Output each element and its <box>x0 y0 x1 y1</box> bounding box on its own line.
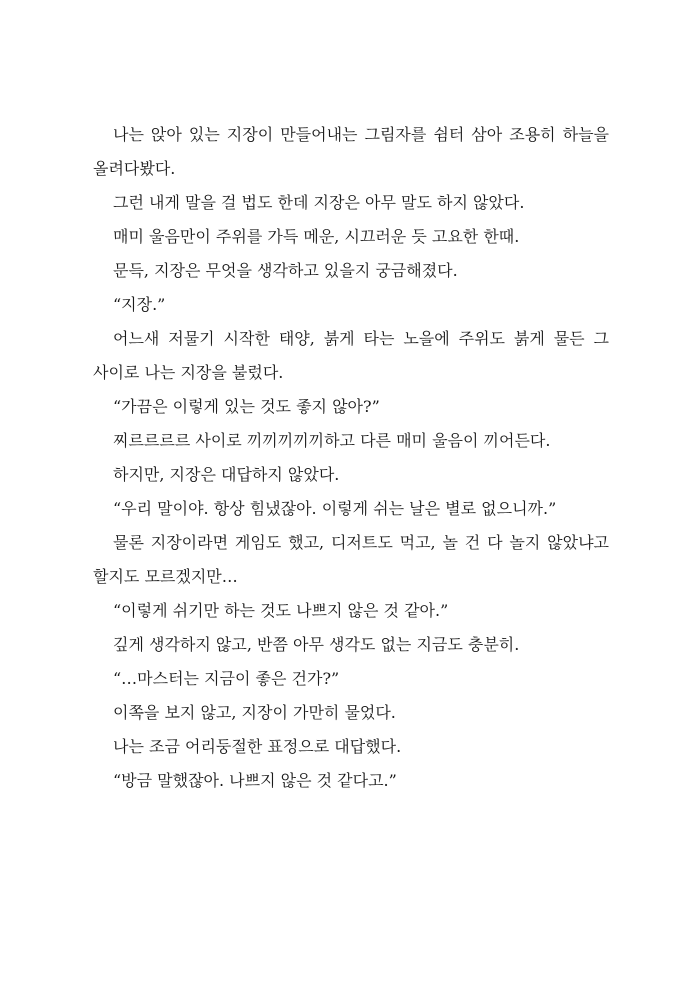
paragraph: “가끔은 이렇게 있는 것도 좋지 않아?” <box>113 397 380 416</box>
body-text <box>93 118 609 798</box>
paragraph: 찌르르르르 사이로 끼끼끼끼끼하고 다른 매미 울음이 끼어든다. <box>113 431 551 450</box>
paragraph: “우리 말이야. 항상 힘냈잖아. 이렇게 쉬는 날은 별로 없으니까.” <box>113 499 557 518</box>
paragraph: 하지만, 지장은 대답하지 않았다. <box>113 465 340 484</box>
paragraph: 나는 조금 어리둥절한 표정으로 대답했다. <box>113 737 402 756</box>
paragraph: 어느새 저물기 시작한 태양, 붉게 타는 노을에 주위도 붉게 물든 그 사이로 나는 지장을 불렀다. <box>93 329 609 382</box>
paragraph: “방금 말했잖아. 나쁘지 않은 것 같다고.” <box>113 771 397 790</box>
paragraph: “지장.” <box>113 295 166 314</box>
paragraph: “…마스터는 지금이 좋은 건가?” <box>113 669 340 688</box>
paragraph: 이쪽을 보지 않고, 지장이 가만히 물었다. <box>113 703 396 722</box>
paragraph: “이렇게 쉬기만 하는 것도 나쁘지 않은 것 같아.” <box>113 601 449 620</box>
paragraph: 문득, 지장은 무엇을 생각하고 있을지 궁금해졌다. <box>113 261 458 280</box>
paragraph: 물론 지장이라면 게임도 했고, 디저트도 먹고, 놀 건 다 놀지 않았냐고 할지도 모르겠지만… <box>93 533 609 586</box>
paragraph: 깊게 생각하지 않고, 반쯤 아무 생각도 없는 지금도 충분히. <box>113 635 520 654</box>
paragraph: 그런 내게 말을 걸 법도 한데 지장은 아무 말도 하지 않았다. <box>113 193 525 212</box>
paragraph: 매미 울음만이 주위를 가득 메운, 시끄러운 듯 고요한 한때. <box>113 227 520 246</box>
paragraph: 나는 앉아 있는 지장이 만들어내는 그림자를 쉼터 삼아 조용히 하늘을 올려다봤다. <box>93 125 609 178</box>
